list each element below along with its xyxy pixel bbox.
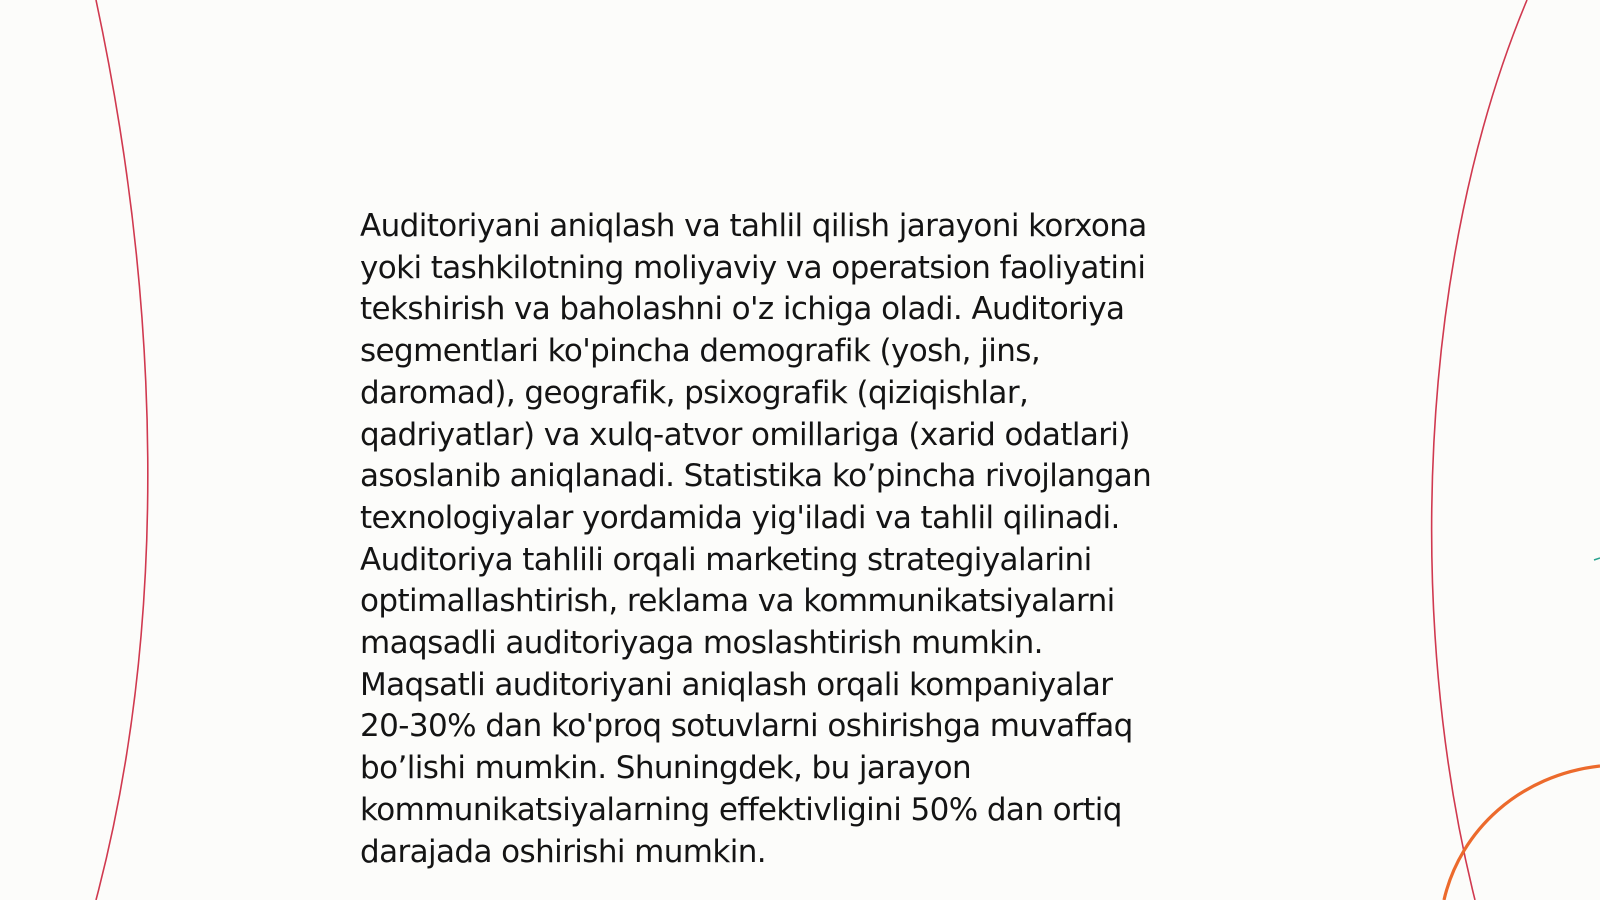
text-line: qadriyatlar) va xulq-atvor omillariga (xarid odatlari) — [360, 416, 1130, 453]
text-line: daromad), geografik, psixografik (qiziqishlar, — [360, 374, 1029, 411]
text-line: texnologiyalar yordamida yig'iladi va tahlil qilinadi. — [360, 499, 1120, 536]
text-line: maqsadli auditoriyaga moslashtirish mumkin. — [360, 625, 1043, 662]
text-line: asoslanib aniqlanadi. Statistika ko’pincha rivojlangan — [360, 458, 1152, 495]
right-curve-line — [1432, 0, 1527, 900]
text-line: yoki tashkilotning moliyaviy va operatsion faoliyatini — [360, 249, 1146, 286]
text-line: Auditoriyani aniqlash va tahlil qilish jarayoni korxona — [360, 208, 1147, 244]
text-line: Auditoriya tahlili orqali marketing strategiyalarini — [360, 541, 1092, 578]
text-line: segmentlari ko'pincha demografik (yosh, jins, — [360, 333, 1041, 370]
text-line: 20-30% dan ko'proq sotuvlarni oshirishga muvaffaq — [360, 708, 1133, 745]
text-line: kommunikatsiyalarning effektivligini 50% dan ortiq — [360, 791, 1122, 828]
text-line: bo’lishi mumkin. Shuningdek, bu jarayon — [360, 750, 972, 787]
teal-accent-mark — [1594, 558, 1600, 560]
text-line: optimallashtirish, reklama va kommunikatsiyalarni — [360, 583, 1115, 620]
text-line: darajada oshirishi mumkin. — [360, 833, 767, 870]
text-line: tekshirish va baholashni o'z ichiga oladi. Auditoriya — [360, 291, 1125, 328]
left-curve-line — [96, 0, 148, 900]
orange-arc — [1444, 766, 1600, 900]
body-paragraph — [360, 206, 1240, 873]
text-line: Maqsatli auditoriyani aniqlash orqali kompaniyalar — [360, 666, 1113, 703]
